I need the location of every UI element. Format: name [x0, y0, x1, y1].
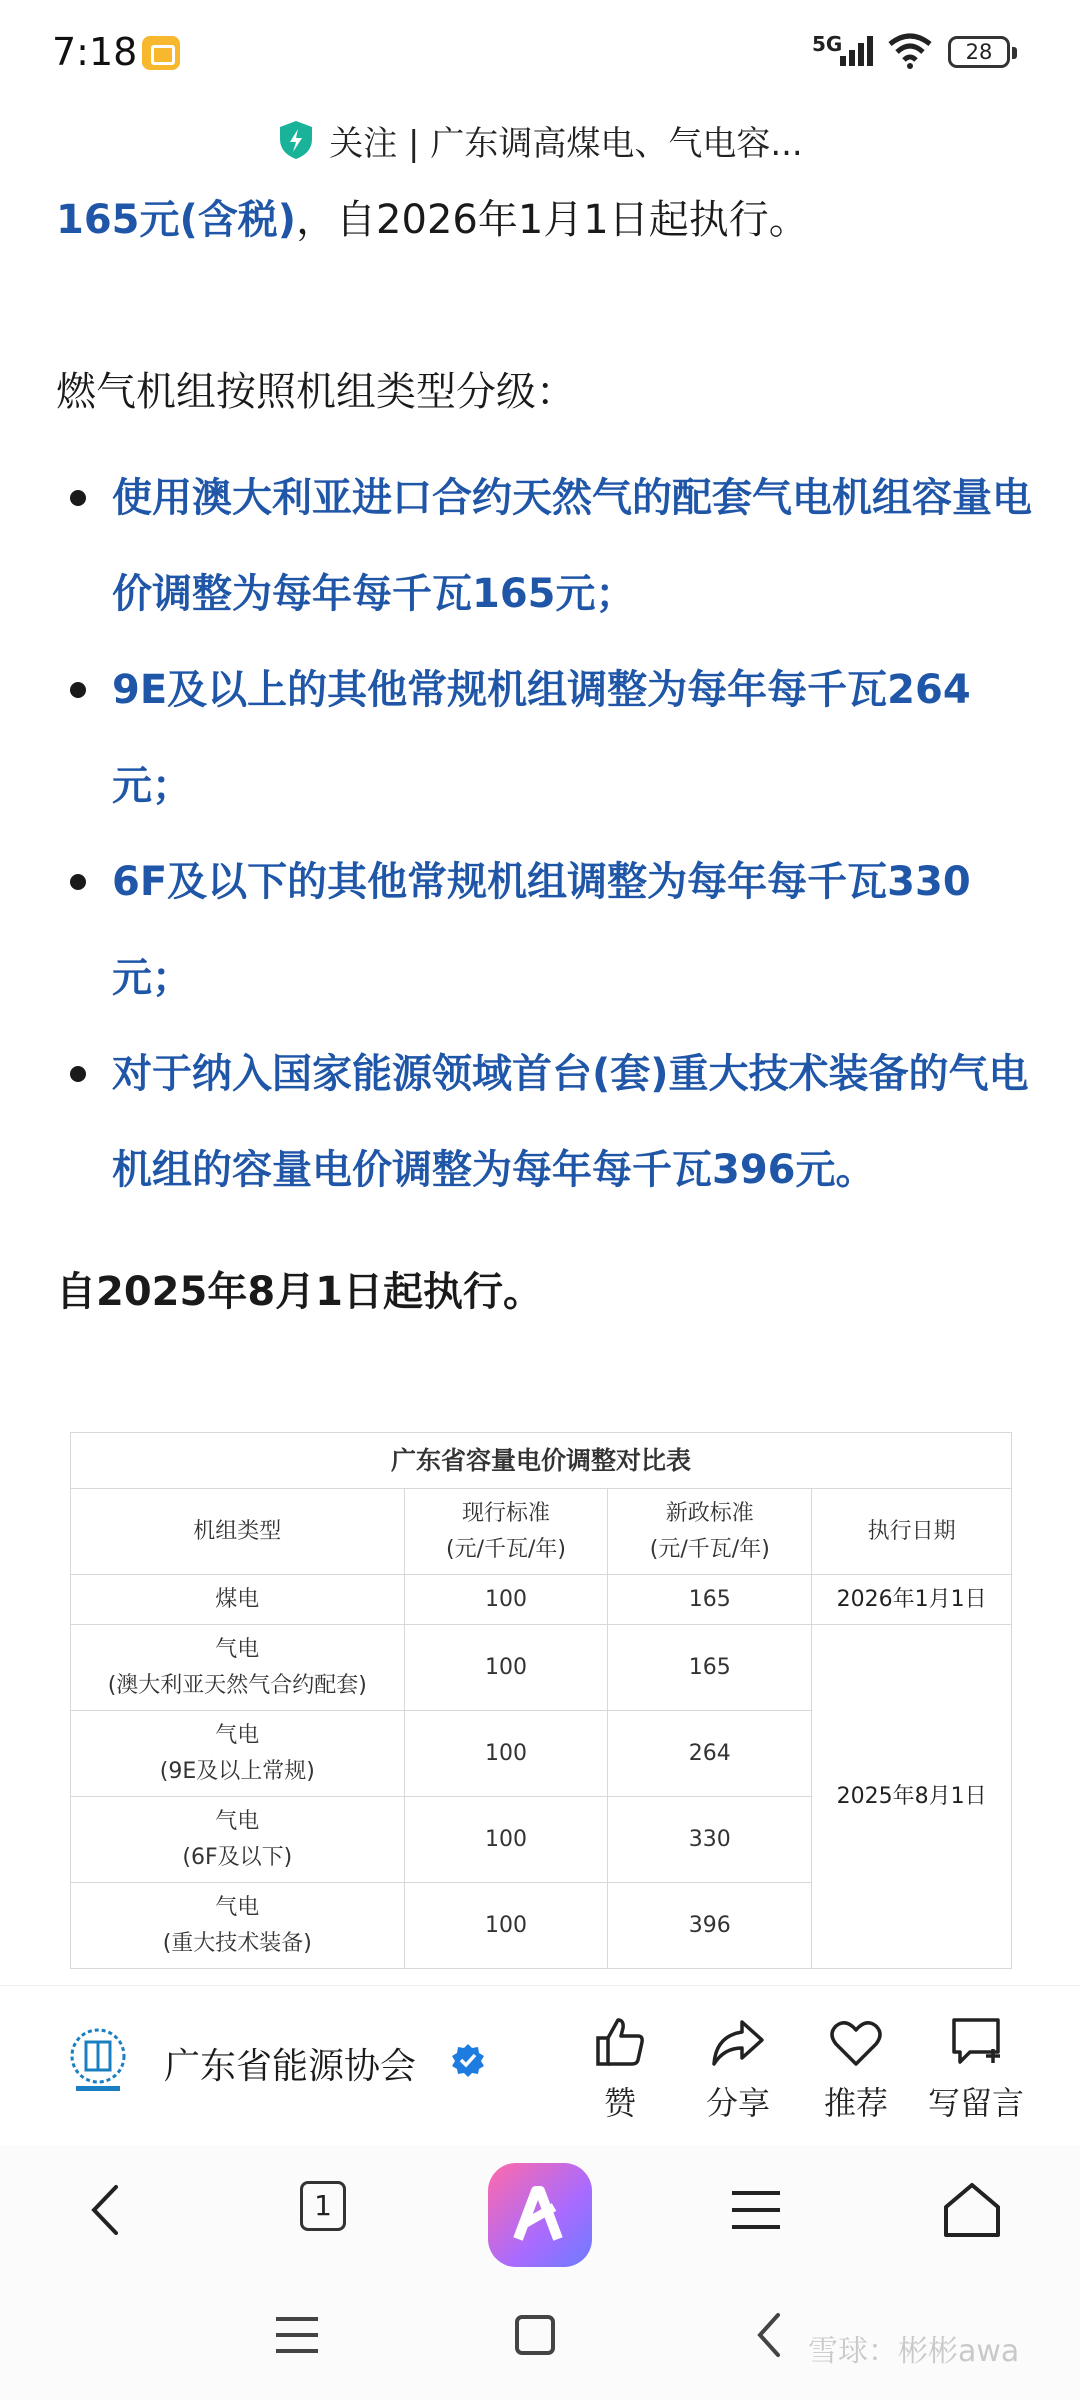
verified-badge-icon — [450, 2042, 486, 2078]
signal-icon — [838, 30, 878, 70]
recommend-button[interactable] — [796, 2012, 916, 2124]
cell-date-gas: 2025年8月1日 — [812, 1625, 1012, 1969]
header-current-label: 现行标准 — [461, 1500, 550, 1526]
list-item: 使用澳大利亚进口合约天然气的配套气电机组容量电价调整为每年每千瓦165元； — [56, 450, 1036, 642]
ai-assistant-button[interactable] — [488, 2163, 592, 2267]
cell-new: 165 — [608, 1625, 812, 1711]
header-current — [404, 1489, 608, 1575]
cell-new: 330 — [608, 1797, 812, 1883]
table-row — [71, 1625, 1012, 1711]
ai-logo-icon — [488, 2163, 592, 2267]
wifi-icon — [886, 30, 934, 70]
cell-date-coal: 2026年1月1日 — [812, 1575, 1012, 1625]
list-item: 6F及以下的其他常规机组调整为每年每千瓦330元； — [56, 834, 1036, 1026]
comparison-table — [70, 1432, 1012, 1969]
table-title: 广东省容量电价调整对比表 — [70, 1432, 1012, 1488]
menu-icon[interactable] — [716, 2175, 796, 2245]
execution-date-line: 自2025年8月1日起执行。 — [56, 1269, 543, 1315]
back-icon[interactable] — [68, 2175, 148, 2245]
title-bar[interactable] — [0, 100, 1080, 180]
cell-type — [71, 1625, 405, 1711]
share-button[interactable] — [678, 2012, 798, 2124]
cell-type-main: 气电 — [215, 1636, 260, 1662]
home-icon[interactable] — [932, 2175, 1012, 2245]
comment-label: 写留言 — [927, 2084, 1024, 2122]
cell-type — [71, 1711, 405, 1797]
thumbs-up-icon — [590, 2012, 650, 2072]
article-action-bar — [0, 1985, 1080, 2145]
intro-paragraph — [56, 190, 1036, 250]
comment-add-icon — [946, 2012, 1006, 2072]
header-new-unit: (元/千瓦/年) — [649, 1536, 770, 1562]
intro-highlight: 165元(含税) — [56, 197, 297, 243]
recent-apps-icon[interactable] — [262, 2305, 332, 2365]
cell-type-sub: (澳大利亚天然气合约配套) — [107, 1672, 367, 1698]
comment-button[interactable] — [916, 2012, 1036, 2124]
watermark: 雪球：彬彬awa — [808, 2334, 1020, 2369]
cell-type — [71, 1797, 405, 1883]
cell-current: 100 — [404, 1883, 608, 1969]
cell-current: 100 — [404, 1575, 608, 1625]
cell-current: 100 — [404, 1625, 608, 1711]
header-current-unit: (元/千瓦/年) — [446, 1536, 566, 1562]
intro-rest: ，自2026年1月1日起执行。 — [296, 197, 809, 243]
comparison-table-image[interactable] — [70, 1432, 1012, 1969]
cell-type-sub: (9E及以上常规) — [159, 1758, 315, 1784]
cell-new: 396 — [608, 1883, 812, 1969]
publisher-name[interactable]: 广东省能源协会 — [164, 2046, 417, 2087]
status-bar — [0, 0, 1080, 100]
article-body — [56, 190, 1036, 1315]
cell-type-sub: (6F及以下) — [182, 1844, 293, 1870]
table-row — [71, 1575, 1012, 1625]
header-new-label: 新政标准 — [665, 1500, 754, 1526]
cell-type — [71, 1883, 405, 1969]
notification-icon — [142, 36, 180, 70]
browser-nav-bar — [0, 2145, 1080, 2275]
page-title: 关注 | 广东调高煤电、气电容... — [329, 123, 803, 164]
publisher-logo-icon[interactable] — [62, 2026, 134, 2098]
shield-bolt-icon — [277, 119, 315, 161]
share-arrow-icon — [708, 2012, 768, 2072]
cell-type-main: 气电 — [215, 1808, 260, 1834]
cell-new: 264 — [608, 1711, 812, 1797]
cell-current: 100 — [404, 1797, 608, 1883]
cell-type-sub: (重大技术装备) — [162, 1930, 312, 1956]
home-square-icon[interactable] — [500, 2305, 570, 2365]
cell-type-main: 气电 — [215, 1722, 260, 1748]
status-time: 7:18 — [52, 30, 138, 74]
network-type: 5G — [812, 32, 843, 56]
battery-icon: 28 — [948, 36, 1010, 68]
heart-icon — [826, 2012, 886, 2072]
section-heading: 燃气机组按照机组类型分级： — [56, 369, 576, 415]
system-back-icon[interactable] — [736, 2305, 806, 2365]
recommend-label: 推荐 — [823, 2084, 888, 2122]
tab-count-button[interactable]: 1 — [300, 2181, 346, 2231]
header-type: 机组类型 — [71, 1489, 405, 1575]
share-label: 分享 — [705, 2084, 770, 2122]
list-item: 9E及以上的其他常规机组调整为每年每千瓦264元； — [56, 642, 1036, 834]
header-date: 执行日期 — [812, 1489, 1012, 1575]
like-button[interactable] — [560, 2012, 680, 2124]
bullet-list — [56, 450, 1036, 1218]
cell-type: 煤电 — [71, 1575, 405, 1625]
cell-type-main: 气电 — [215, 1894, 260, 1920]
cell-current: 100 — [404, 1711, 608, 1797]
like-label: 赞 — [603, 2084, 636, 2122]
cell-new: 165 — [608, 1575, 812, 1625]
header-new — [608, 1489, 812, 1575]
list-item: 对于纳入国家能源领域首台(套)重大技术装备的气电机组的容量电价调整为每年每千瓦396元。 — [56, 1026, 1036, 1218]
